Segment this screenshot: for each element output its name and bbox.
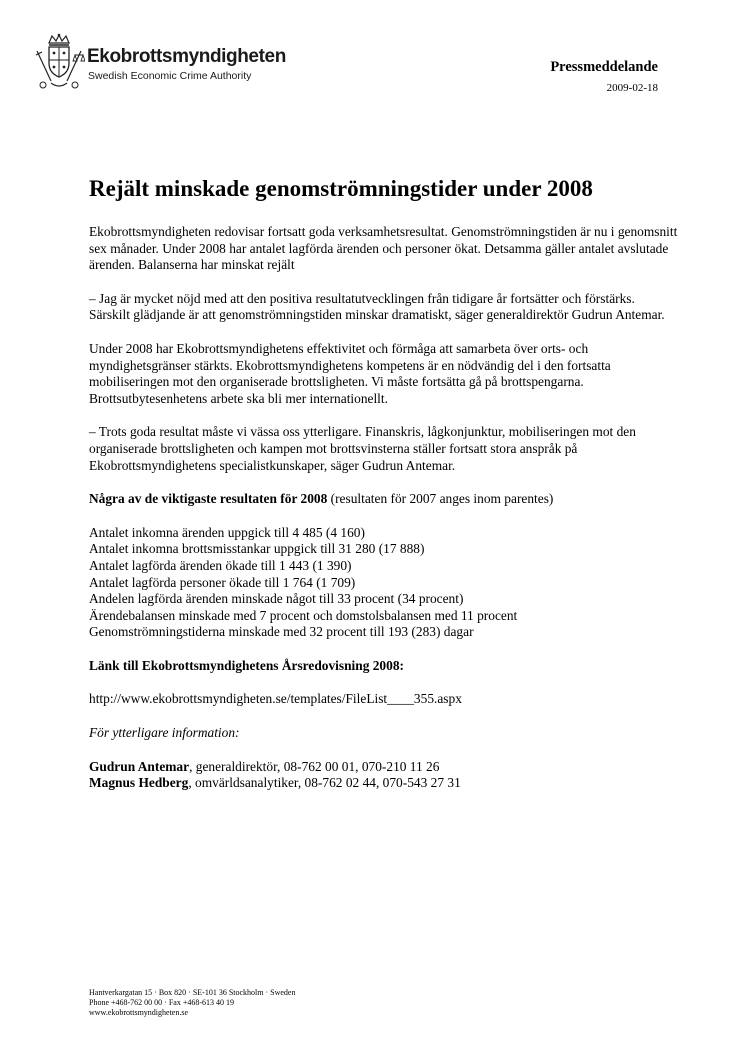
paragraph-quote-2: – Trots goda resultat måste vi vässa oss ytterligare. Finanskris, lågkonjunktur, mobiliseringen mot den organiserade brottsligheten och kampen mot brottsvinsterna ställer fortsatt stora anspråk på Ekobrottsmyndighetens specialistkunskaper, säger Gudrun Antemar. <box>89 424 636 473</box>
contact-name: Gudrun Antemar <box>89 758 190 774</box>
footer <box>89 988 295 1018</box>
list-item: Genomströmningstiderna minskade med 32 procent till 193 (283) dagar <box>89 624 474 640</box>
document-date: 2009-02-18 <box>606 82 658 94</box>
results-list <box>89 525 679 641</box>
footer-web[interactable]: www.ekobrottsmyndigheten.se <box>89 1008 189 1017</box>
logo <box>33 33 286 93</box>
results-heading: Några av de viktigaste resultaten för 2008 <box>89 491 328 507</box>
list-item: Antalet lagförda personer ökade till 1 764 (1 709) <box>89 574 356 590</box>
list-item: Antalet inkomna ärenden uppgick till 4 485 (4 160) <box>89 524 365 540</box>
footer-phone: Phone +468-762 00 00 · Fax +468-613 40 19 <box>89 998 235 1007</box>
org-name: Ekobrottsmyndigheten <box>87 46 286 67</box>
list-item: Antalet lagförda ärenden ökade till 1 443 (1 390) <box>89 557 352 573</box>
contact-details: , omvärldsanalytiker, 08-762 02 44, 070-543 27 31 <box>188 775 461 791</box>
press-release-body <box>89 174 679 792</box>
paragraph-quote-1: – Jag är mycket nöjd med att den positiva resultatutvecklingen från tidigare år fortsätter och förstärks. Särskilt glädjande är att genomströmningstiden minskar dramatiskt, säger generaldirektör Gudrun Antemar. <box>89 290 665 323</box>
results-heading-line <box>89 491 679 508</box>
results-note: (resultaten för 2007 anges inom parentes) <box>330 491 554 507</box>
list-item: Ärendebalansen minskade med 7 procent och domstolsbalansen med 11 procent <box>89 607 518 623</box>
contact-item <box>89 775 679 792</box>
list-item: Antalet inkomna brottsmisstankar uppgick till 31 280 (17 888) <box>89 541 425 557</box>
page-title: Rejält minskade genomströmningstider under 2008 <box>89 176 593 201</box>
list-item: Andelen lagförda ärenden minskade något till 33 procent (34 procent) <box>89 591 464 607</box>
crest-icon <box>33 33 85 91</box>
paragraph-2008: Under 2008 har Ekobrottsmyndighetens effektivitet och förmåga att samarbeta över orts- och myndighetsgränser stärkts. Ekobrottsmyndighetens kompetens är en nödvändig del i den fortsatta mobiliseringen mot den organiserade brottsligheten. Vi måste fortsätta gå på brottspengarna. Brottsutbytesenhetens arbete ska bli mer internationellt. <box>89 340 611 406</box>
annual-report-link[interactable]: http://www.ekobrottsmyndigheten.se/templates/FileList____355.aspx <box>89 691 462 707</box>
annual-report-heading: Länk till Ekobrottsmyndighetens Årsredovisning 2008: <box>89 657 404 673</box>
footer-address: Hantverkargatan 15 · Box 820 · SE-101 36 Stockholm · Sweden <box>89 988 296 997</box>
contact-heading-text: För ytterligare information: <box>89 725 240 741</box>
contact-item <box>89 759 679 776</box>
contact-heading <box>89 725 679 742</box>
contact-name: Magnus Hedberg <box>89 775 189 791</box>
paragraph-intro: Ekobrottsmyndigheten redovisar fortsatt goda verksamhetsresultat. Genomströmningstiden är nu i genomsnitt sex månader. Under 2008 har antalet lagförda ärenden och personer ökat. Detsamma gäller antalet avslutade ärenden. Balanserna har minskat rejält <box>89 224 678 273</box>
contact-details: , generaldirektör, 08-762 00 01, 070-210 11 26 <box>189 758 440 774</box>
document-type: Pressmeddelande <box>550 59 658 75</box>
org-subtitle: Swedish Economic Crime Authority <box>88 70 252 82</box>
contact-list <box>89 759 679 792</box>
annual-report-line <box>89 658 679 675</box>
